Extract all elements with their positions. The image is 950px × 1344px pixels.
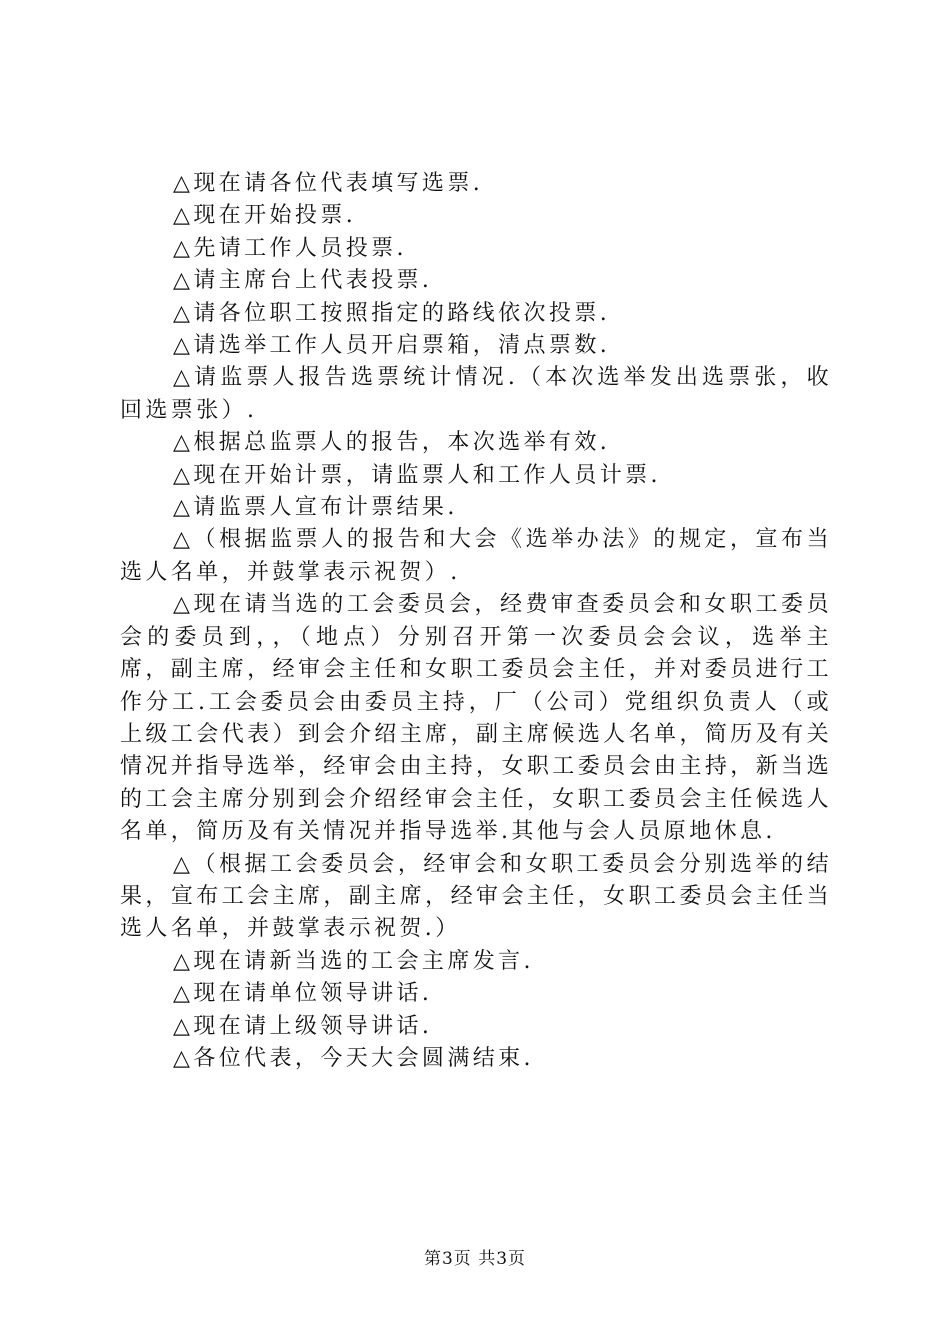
paragraph-meeting-closed: △各位代表，今天大会圆满结束. [173, 1045, 534, 1071]
paragraph-announce-chairs: △（根据工会委员会，经审会和女职工委员会分别选举的结果，宣布工会主席，副主席，经审会主任，女职工委员会主任当选人名单，并鼓掌表示祝贺.） [120, 851, 832, 942]
paragraph-podium-vote: △请主席台上代表投票. [173, 268, 433, 294]
paragraph-announce-elected: △（根据监票人的报告和大会《选举办法》的规定，宣布当选人名单，并鼓掌表示祝贺）. [120, 527, 832, 585]
paragraph-start-counting: △现在开始计票，请监票人和工作人员计票. [173, 462, 661, 488]
paragraph-open-ballot-box: △请选举工作人员开启票箱，清点票数. [173, 333, 611, 359]
paragraph-unit-leader-speech: △现在请单位领导讲话. [173, 981, 433, 1007]
paragraph-fill-ballot: △现在请各位代表填写选票. [173, 171, 484, 196]
paragraph-superior-leader-speech: △现在请上级领导讲话. [173, 1013, 433, 1039]
paragraph-committee-meeting: △现在请当选的工会委员会，经费审查委员会和女职工委员会的委员到，，（地点）分别召开第一次委员会会议，选举主席，副主席，经审会主任和女职工委员会主任，并对委员进行工作分工.工会委员会由委员主持，厂（公司）党组织负责人（或上级工会代表）到会介绍主席，副主席候选人名单，简历及有关情况并指导选举，经审会由主持，女职工委员会由主持，新当选的工会主席分别到会介绍经审会主任，女职工委员会主任候选人名单，简历及有关情况并指导选举.其他与会人员原地休息. [120, 592, 832, 845]
paragraph-staff-vote: △先请工作人员投票. [173, 235, 407, 261]
document-body [120, 168, 832, 1075]
paragraph-workers-vote: △请各位职工按照指定的路线依次投票. [173, 300, 611, 326]
paragraph-election-valid: △根据总监票人的报告，本次选举有效. [173, 430, 611, 456]
page-number-footer: 第3页 共3页 [423, 1249, 527, 1269]
paragraph-ballot-report: △请监票人报告选票统计情况.（本次选举发出选票张，收回选票张）. [120, 365, 832, 423]
paragraph-start-voting: △现在开始投票. [173, 203, 357, 229]
paragraph-chair-speech: △现在请新当选的工会主席发言. [173, 948, 534, 974]
paragraph-announce-results: △请监票人宣布计票结果. [173, 495, 458, 521]
